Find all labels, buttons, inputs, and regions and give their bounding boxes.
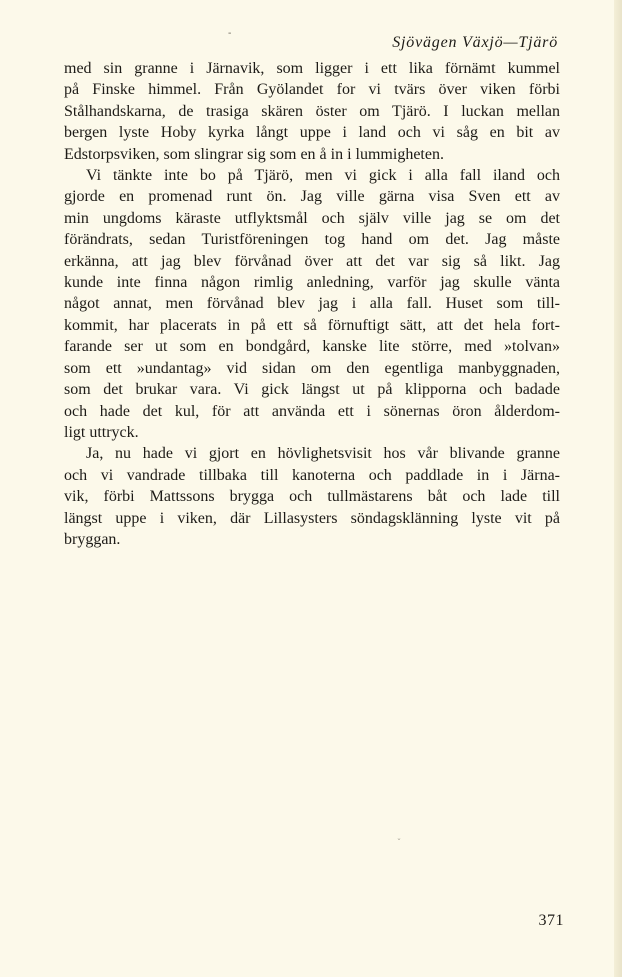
text-line: Stålhandskarna, de trasiga skären öster om Tjärö. I luckan mellan [64, 102, 560, 120]
text-line: längst uppe i viken, där Lillasysters söndagsklänning lyste vit på [64, 509, 560, 527]
paragraph-3 [64, 443, 560, 550]
body-text [64, 58, 560, 550]
text-line: på Finske himmel. Från Gyölandet for vi tvärs över viken förbi [64, 81, 560, 99]
text-line: med sin granne i Järnavik, som ligger i ett lika förnämt kummel [64, 60, 560, 77]
paragraph-2 [64, 165, 560, 443]
text-line: farande ser ut som en bondgård, kanske lite större, med »tolvan» [64, 338, 560, 356]
text-line: min ungdoms käraste utflyktsmål och själv ville jag se om det [64, 209, 560, 227]
text-line: kommit, har placerats in på ett så förnuftigt sätt, att det hela fort- [64, 316, 560, 334]
text-line: ligt uttryck. [64, 423, 139, 441]
text-line: vik, förbi Mattssons brygga och tullmästarens båt och lade till [64, 488, 560, 506]
text-line: förändrats, sedan Turistföreningen tog hand om det. Jag måste [64, 231, 560, 249]
text-line: som det brukar vara. Vi gick längst ut på klipporna och badade [64, 381, 560, 399]
text-line: och hade det kul, för att använda ett i sönernas öron ålderdom- [64, 402, 560, 420]
text-line: bergen lyste Hoby kyrka långt uppe i land och vi såg en bit av [64, 124, 560, 142]
text-line: och vi vandrade tillbaka till kanoterna och paddlade in i Järna- [64, 466, 560, 484]
text-line: som ett »undantag» vid sidan om den egentliga manbyggnaden, [64, 359, 560, 377]
text-line: bryggan. [64, 530, 121, 548]
text-line: gjorde en promenad runt ön. Jag ville gärna visa Sven ett av [64, 188, 560, 206]
printer-tick-mark: - [228, 28, 232, 39]
running-title: Sjövägen Växjö—Tjärö [392, 34, 558, 51]
printer-mark: ˘ [397, 838, 401, 847]
page-edge [614, 0, 622, 977]
text-line: Ja, nu hade vi gjort en hövlighetsvisit hos vår blivande granne [86, 445, 560, 463]
text-line: kunde inte finna någon rimlig anledning, varför jag skulle vänta [64, 274, 560, 292]
text-line: Vi tänkte inte bo på Tjärö, men vi gick i alla fall iland och [86, 167, 560, 185]
text-line: något annat, men förvånad blev jag i alla fall. Huset som till- [64, 295, 560, 313]
text-line: erkänna, att jag blev förvånad över att det var sig så likt. Jag [64, 252, 560, 270]
paragraph-1 [64, 58, 560, 165]
page-number: 371 [538, 912, 564, 929]
text-line: Edstorpsviken, som slingrar sig som en å in i lummigheten. [64, 145, 444, 163]
